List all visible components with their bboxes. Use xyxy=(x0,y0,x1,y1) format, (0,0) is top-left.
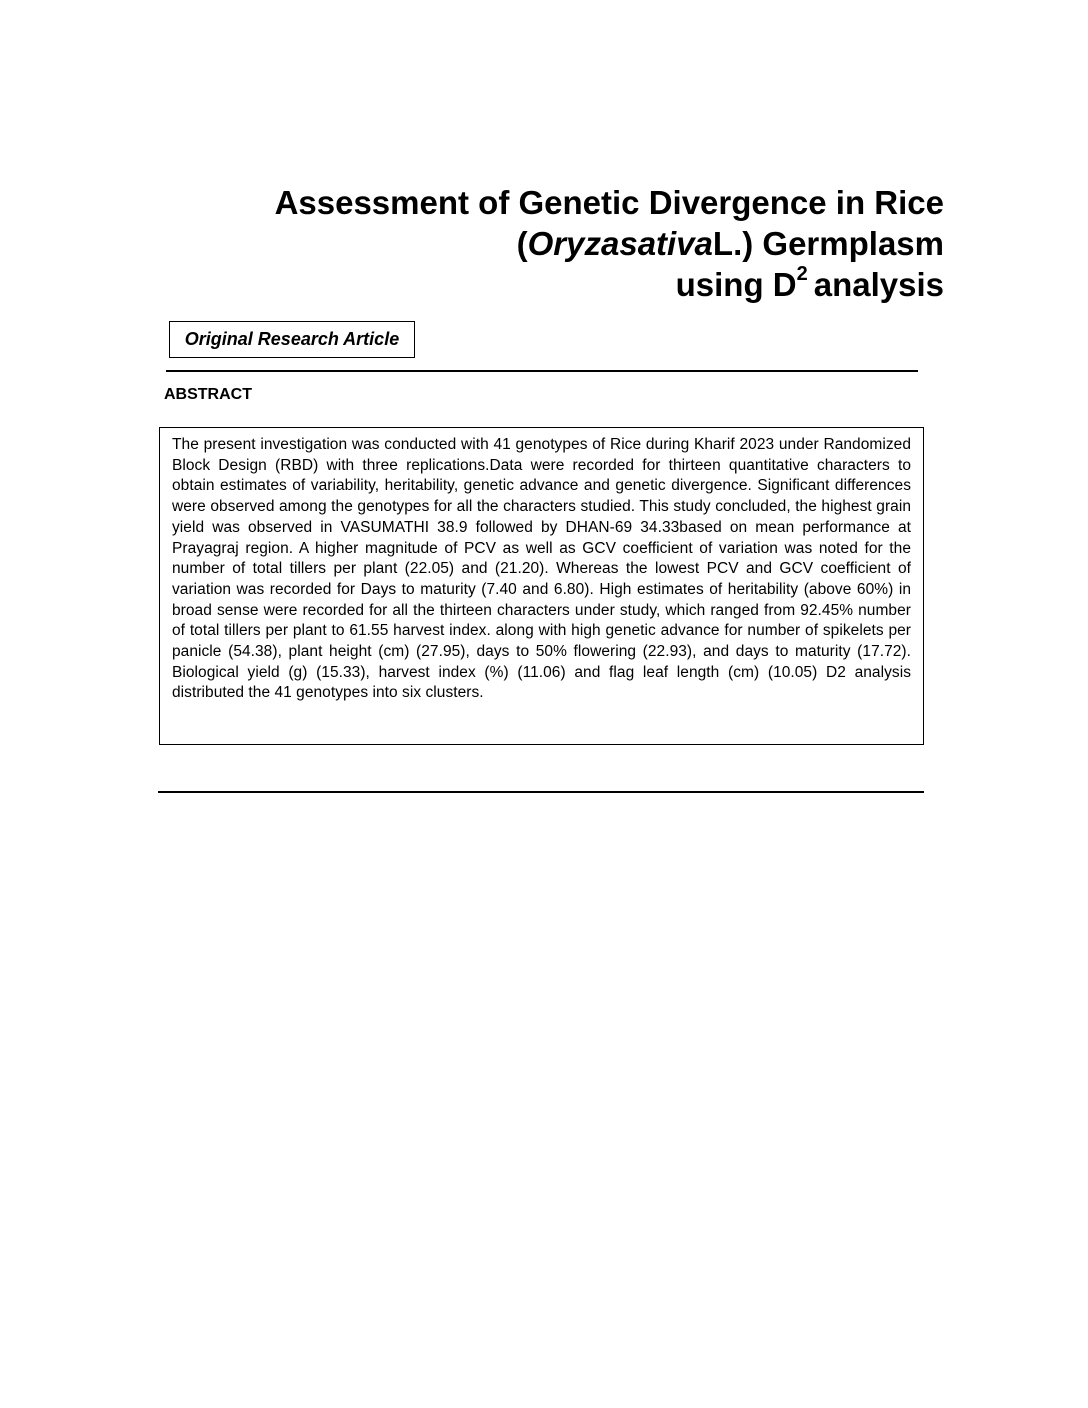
abstract-heading: ABSTRACT xyxy=(164,386,252,403)
title-line-3-pre: using D xyxy=(675,266,797,303)
top-divider xyxy=(166,370,918,372)
article-type-badge: Original Research Article xyxy=(169,321,415,358)
bottom-divider xyxy=(158,791,924,793)
title-line-3-post: analysis xyxy=(813,266,944,303)
abstract-text: The present investigation was conducted with 41 genotypes of Rice during Kharif 2023 under Randomized Block Design (RBD) with three replications.Data were recorded for thirteen quantitative characters to obtain estimates of variability, heritability, genetic advance and genetic divergence. Significant differences were observed among the genotypes for all the characters studied. This study concluded, the highest grain yield was observed in VASUMATHI 38.9 followed by DHAN-69 34.33based on mean performance at Prayagraj region. A higher magnitude of PCV as well as GCV coefficient of variation was noted for the number of total tillers per plant (22.05) and (21.20). Whereas the lowest PCV and GCV coefficient of variation was recorded for Days to maturity (7.40 and 6.80). High estimates of heritability (above 60%) in broad sense were recorded for all the thirteen characters under study, which ranged from 92.45% number of total tillers per plant to 61.55 harvest index. along with high genetic advance for number of spikelets per panicle (54.38), plant height (cm) (27.95), days to 50% flowering (22.93), and days to maturity (17.72). Biological yield (g) (15.33), harvest index (%) (11.06) and flag leaf length (cm) (10.05) D2 analysis distributed the 41 genotypes into six clusters. xyxy=(172,436,911,702)
title-line-2 xyxy=(184,223,944,264)
title-line-1: Assessment of Genetic Divergence in Rice xyxy=(274,184,944,221)
abstract-box xyxy=(159,427,924,745)
paper-title xyxy=(184,182,944,305)
title-paren-open: ( xyxy=(516,225,528,262)
title-line-3 xyxy=(184,264,944,305)
title-line-2-rest: L.) Germplasm xyxy=(712,225,944,262)
species-name: Oryzasativa xyxy=(527,225,713,262)
title-superscript: 2 xyxy=(796,263,808,285)
